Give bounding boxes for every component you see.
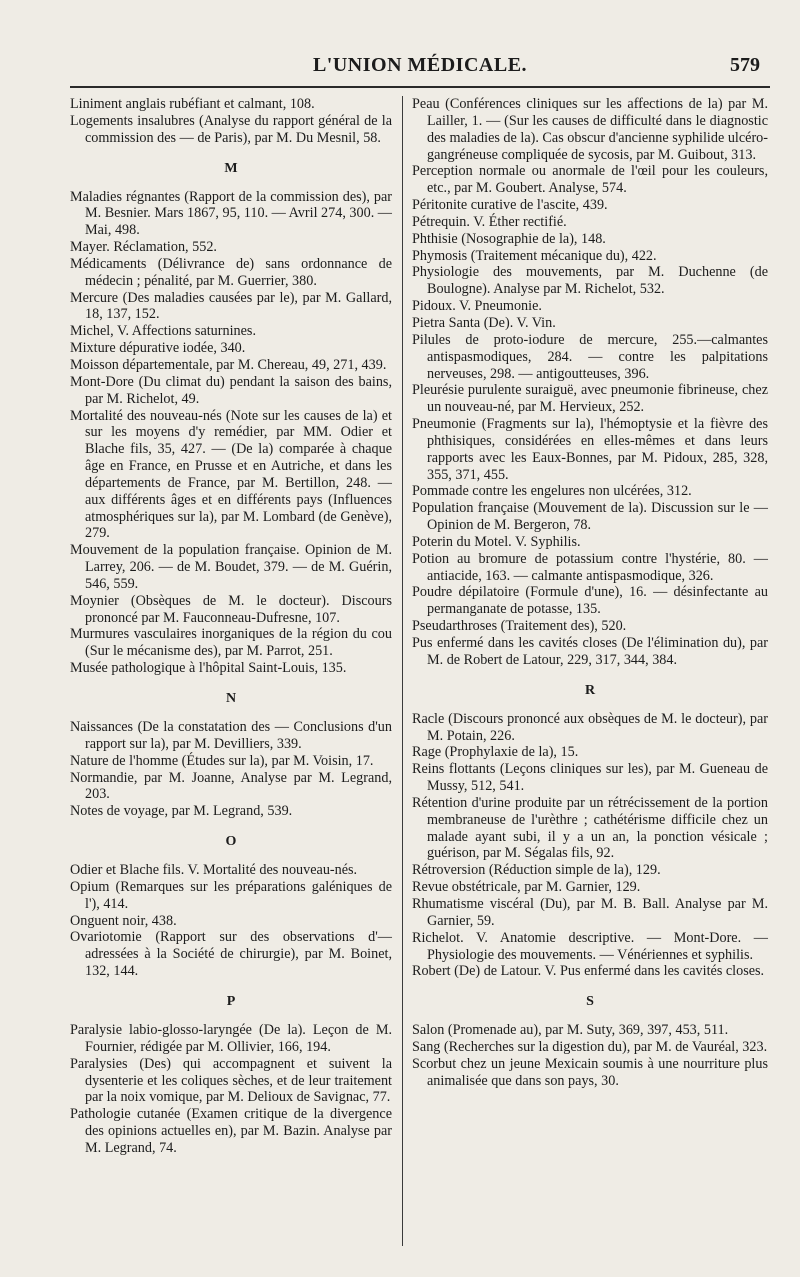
index-entry: Rétroversion (Réduction simple de la), 129.: [412, 862, 661, 879]
index-column-right: [412, 96, 768, 1090]
index-entry: Richelot. V. Anatomie descriptive. — Mont-Dore. — Physiologie des mouvements. — Vénériennes et syphilis.: [412, 929, 768, 963]
section-letter: S: [586, 994, 594, 1010]
index-entry: Odier et Blache fils. V. Mortalité des nouveau-nés.: [70, 862, 358, 879]
index-entry: Médicaments (Délivrance de) sans ordonnance de médecin ; pénalité, par M. Guerrier, 380.: [70, 255, 392, 289]
index-entry: Musée pathologique à l'hôpital Saint-Louis, 135.: [70, 660, 347, 677]
index-entry: Péritonite curative de l'ascite, 439.: [412, 197, 608, 214]
index-entry: Mercure (Des maladies causées par le), par M. Gallard, 18, 137, 152.: [70, 289, 392, 323]
index-entry: Pseudarthroses (Traitement des), 520.: [412, 618, 627, 635]
index-entry: Physiologie des mouvements, par M. Duchenne (de Boulogne). Analyse par M. Richelot, 532.: [412, 264, 768, 298]
index-entry: Poudre dépilatoire (Formule d'une), 16. — désinfectante au permanganate de potasse, 135.: [412, 584, 768, 618]
index-entry: Rhumatisme viscéral (Du), par M. B. Ball. Analyse par M. Garnier, 59.: [412, 895, 768, 929]
index-entry: Racle (Discours prononcé aux obsèques de M. le docteur), par M. Potain, 226.: [412, 710, 768, 744]
index-entry: Mont-Dore (Du climat du) pendant la saison des bains, par M. Richelot, 49.: [70, 373, 392, 407]
index-entry: Revue obstétricale, par M. Garnier, 129.: [412, 879, 641, 896]
index-entry: Pétrequin. V. Éther rectifié.: [412, 213, 567, 230]
page-number: 579: [730, 54, 760, 76]
index-entry: Perception normale ou anormale de l'œil pour les couleurs, etc., par M. Goubert. Analyse, 574.: [412, 163, 768, 197]
index-entry: Logements insalubres (Analyse du rapport général de la commission des — de Paris), par M. Du Mesnil, 58.: [70, 112, 392, 146]
index-entry: Pidoux. V. Pneumonie.: [412, 298, 542, 315]
index-entry: Maladies régnantes (Rapport de la commission des), par M. Besnier. Mars 1867, 95, 110. — Avril 274, 300. — Mai, 498.: [70, 188, 392, 239]
index-entry: Mortalité des nouveau-nés (Note sur les causes de la) et sur les moyens d'y remédier, par MM. Odier et Blache fils, 35, 427. — (De la) comparée à chaque âge en France, en Prusse et en Autriche, et dans les départements de France, par M. Bertillon, 248. — aux différents âges et en différents pays (Influences atmosphériques sur la), par M. Lombard (de Genève), 279.: [70, 407, 392, 542]
index-entry: Moynier (Obsèques de M. le docteur). Discours prononcé par M. Fauconneau-Dufresne, 107.: [70, 592, 392, 626]
page-header: [70, 50, 770, 88]
index-entry: Rétention d'urine produite par un rétrécissement de la portion membraneuse de l'urèthre ; cathétérisme difficile chez un malade ayant subi, il y a un an, la ponction vésicale ; guérison, par M. Ségalas fils, 92.: [412, 794, 768, 862]
index-entry: Pus enfermé dans les cavités closes (De l'élimination du), par M. de Robert de Latour, 229, 317, 344, 384.: [412, 635, 768, 668]
index-entry: Paralysie labio-glosso-laryngée (De la). Leçon de M. Fournier, rédigée par M. Ollivier, 166, 194.: [70, 1021, 392, 1055]
index-entry: Paralysies (Des) qui accompagnent et suivent la dysenterie et les coliques sèches, et de leur traitement par la noix vomique, par M. Delioux de Savignac, 77.: [70, 1055, 392, 1106]
index-entry: Notes de voyage, par M. Legrand, 539.: [70, 803, 293, 820]
index-entry: Population française (Mouvement de la). Discussion sur le — Opinion de M. Bergeron, 78.: [412, 500, 768, 534]
index-entry: Phthisie (Nosographie de la), 148.: [412, 230, 606, 247]
index-entry: Michel, V. Affections saturnines.: [70, 323, 256, 340]
index-entry: Rage (Prophylaxie de la), 15.: [412, 744, 579, 761]
section-letter: P: [226, 993, 236, 1009]
index-entry: Onguent noir, 438.: [70, 912, 177, 929]
index-entry: Scorbut chez un jeune Mexicain soumis à une nourriture plus animalisée que dans son pays, 30.: [412, 1055, 768, 1089]
index-entry: Ovariotomie (Rapport sur des observations d'— adressées à la Société de chirurgie), par M. Boinet, 132, 144.: [70, 929, 392, 980]
index-entry: Peau (Conférences cliniques sur les affections de la) par M. Lailler, 1. — (Sur les causes de difficulté dans le diagnostic des maladies de la). Cas obscur d'ancienne syphilide ulcéro-gangréneuse compliquée de sycosis, par M. Guibout, 313.: [412, 96, 768, 163]
index-entry: Liniment anglais rubéfiant et calmant, 108.: [70, 96, 315, 112]
index-entry: Salon (Promenade au), par M. Suty, 369, 397, 453, 511.: [412, 1022, 729, 1039]
index-entry: Phymosis (Traitement mécanique du), 422.: [412, 247, 657, 264]
index-entry: Poterin du Motel. V. Syphilis.: [412, 533, 581, 550]
section-letter: N: [225, 691, 237, 706]
index-entry: Naissances (De la constatation des — Conclusions d'un rapport sur la), par M. Devilliers, 339.: [70, 719, 392, 752]
index-entry: Nature de l'homme (Études sur la), par M. Voisin, 17.: [70, 752, 374, 769]
section-letter: M: [224, 160, 238, 176]
index-entry: Pathologie cutanée (Examen critique de la divergence des opinions actuelles en), par M. Bazin. Analyse par M. Legrand, 74.: [70, 1106, 392, 1156]
index-entry: Normandie, par M. Joanne, Analyse par M. Legrand, 203.: [70, 769, 392, 803]
index-entry: Pommade contre les engelures non ulcérées, 312.: [412, 483, 692, 500]
index-entry: Murmures vasculaires inorganiques de la région du cou (Sur le mécanisme des), par M. Parrot, 251.: [70, 626, 392, 660]
index-entry: Robert (De) de Latour. V. Pus enfermé dans les cavités closes.: [412, 963, 765, 980]
index-entry: Potion au bromure de potassium contre l'hystérie, 80. — antiacide, 163. — calmante antispasmodique, 326.: [412, 550, 768, 584]
index-entry: Pleurésie purulente suraiguë, avec pneumonie fibrineuse, chez un nouveau-né, par M. Hervieux, 252.: [412, 382, 768, 416]
index-entry: Reins flottants (Leçons cliniques sur les), par M. Gueneau de Mussy, 512, 541.: [412, 761, 768, 795]
section-letter: R: [584, 682, 596, 698]
journal-title: L'UNION MÉDICALE.: [312, 54, 528, 76]
section-letter: O: [225, 834, 237, 850]
index-entry: Sang (Recherches sur la digestion du), par M. de Vauréal, 323.: [412, 1039, 768, 1056]
index-entry: Pietra Santa (De). V. Vin.: [412, 314, 556, 331]
index-entry: Mayer. Réclamation, 552.: [70, 239, 217, 256]
index-entry: Moisson départementale, par M. Chereau, 49, 271, 439.: [70, 356, 387, 373]
index-column-left: [70, 96, 392, 1157]
index-entry: Opium (Remarques sur les préparations galéniques de l'), 414.: [70, 878, 392, 912]
index-entry: Pneumonie (Fragments sur la), l'hémoptysie et la fièvre des phthisiques, considérées en elles-mêmes et dans leurs rapports avec les Eaux-Bonnes, par M. Pidoux, 285, 328, 355, 371, 455.: [412, 416, 768, 483]
index-entry: Pilules de proto-iodure de mercure, 255.—calmantes antispasmodiques, 284. — contre les palpitations nerveuses, 298. — antigoutteuses, 396.: [412, 331, 768, 382]
column-divider: [402, 96, 403, 1246]
index-entry: Mixture dépurative iodée, 340.: [70, 340, 246, 357]
index-entry: Mouvement de la population française. Opinion de M. Larrey, 206. — de M. Boudet, 379. — de M. Guérin, 546, 559.: [70, 542, 392, 592]
